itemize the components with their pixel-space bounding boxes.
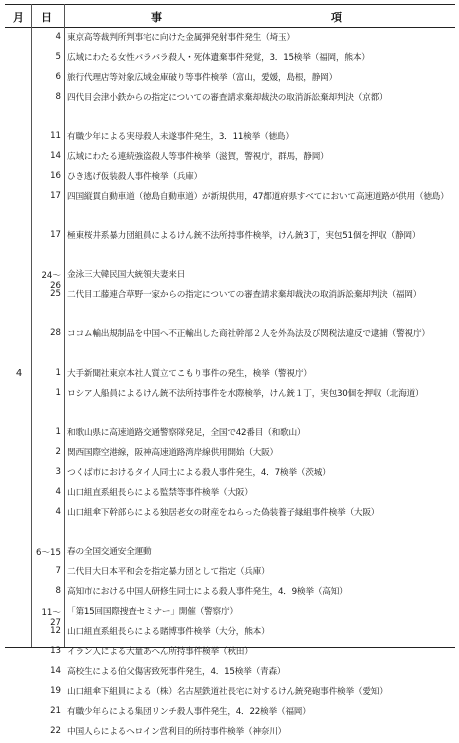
row-event: 「第15回国際捜査セミナー」開催（警察庁） xyxy=(67,607,238,617)
table-row xyxy=(5,723,455,743)
row-day: 11 xyxy=(50,131,61,141)
table-row xyxy=(5,148,455,168)
row-day: 7 xyxy=(55,566,61,576)
row-day: 1 xyxy=(55,427,61,437)
table-row xyxy=(5,663,455,683)
row-event: 二代目大日本平和会を指定暴力団として指定（兵庫） xyxy=(67,567,270,577)
row-event: 有職少年による実母殺人未遂事件発生，3．11検挙（徳島） xyxy=(67,132,294,142)
row-event: 大手新聞社東京本社人質立てこもり事件の発生，検挙（警視庁） xyxy=(67,369,312,379)
row-event: ロシア人船員によるけん銃不法所持事件を水際検挙，けん銃１丁，実包30個を押収（北海道） xyxy=(67,389,424,399)
table-row xyxy=(5,643,455,663)
row-event: 高校生による伯父傷害致死事件発生，4．15検挙（青森） xyxy=(67,667,286,677)
table-row xyxy=(5,385,455,405)
row-day: 1 xyxy=(55,368,61,378)
table-row xyxy=(5,703,455,723)
table-row xyxy=(5,464,455,484)
row-day: 14 xyxy=(50,151,61,161)
row-day: 4 xyxy=(55,507,61,517)
row-event: 山口組直系組長らによる監禁等事件検挙（大阪） xyxy=(67,488,253,498)
row-day: 28 xyxy=(50,328,61,338)
row-day: 8 xyxy=(55,92,61,102)
table-row xyxy=(5,266,455,291)
table-row xyxy=(5,286,455,306)
row-event: 和歌山県に高速道路交通警察隊発足，全国で42番目（和歌山） xyxy=(67,428,306,438)
row-event: ひき逃げ仮装殺人事件検挙（兵庫） xyxy=(67,172,202,182)
row-event: 金泳三大韓民国大統領夫妻来日 xyxy=(67,270,186,280)
row-day: 21 xyxy=(50,706,61,716)
row-day: 25 xyxy=(50,289,61,299)
row-event: 山口組傘下組員による（株）名古屋鉄道社長宅に対するけん銃発砲事件検挙（愛知） xyxy=(67,687,388,697)
table-row xyxy=(5,325,455,345)
row-day: 4 xyxy=(55,32,61,42)
row-event: 旅行代理店等対象広域金庫破り等事件検挙（富山，愛媛，島根，静岡） xyxy=(67,73,337,83)
row-event: 中国人らによるヘロイン営利目的所持事件検挙（神奈川） xyxy=(67,727,287,737)
table-row xyxy=(5,683,455,703)
row-day: 11～27 xyxy=(41,608,61,628)
table-row xyxy=(5,365,455,385)
header-month: 月 xyxy=(13,11,24,24)
table-row xyxy=(5,504,455,524)
table-row xyxy=(5,89,455,109)
row-event: 山口組傘下幹部らによる独居老女の財産をねらった偽装養子縁組事件検挙（大阪） xyxy=(67,508,380,518)
row-event: 広域にわたる女性バラバラ殺人・死体遺棄事件発覚，3．15検挙（福岡，熊本） xyxy=(67,53,370,63)
chronology-table xyxy=(5,4,455,737)
table-row xyxy=(5,623,455,643)
row-event: 二代目工藤連合草野一家からの指定についての審査請求棄却裁決の取消訴訟棄却判決（福岡） xyxy=(67,290,422,300)
header-day: 日 xyxy=(41,11,52,24)
table-row xyxy=(5,424,455,444)
table-row xyxy=(5,29,455,49)
row-event: 有職少年らによる集団リンチ殺人事件発生，4．22検挙（福岡） xyxy=(67,707,311,717)
row-day: 8 xyxy=(55,586,61,596)
table-row xyxy=(5,49,455,69)
row-day: 19 xyxy=(50,686,61,696)
table-header xyxy=(5,4,455,28)
row-event: 極東桜井系暴力団組員によるけん銃不法所持事件検挙，けん銃3丁，実包51個を押収（静岡） xyxy=(67,231,421,241)
table-row xyxy=(5,484,455,504)
table-row xyxy=(5,188,455,208)
row-day: 17 xyxy=(50,230,61,240)
row-day: 6～15 xyxy=(36,548,61,558)
table-row xyxy=(5,168,455,188)
table-row xyxy=(5,603,455,628)
row-day: 22 xyxy=(50,726,61,736)
row-day: 13 xyxy=(50,646,61,656)
row-day: 12 xyxy=(50,626,61,636)
row-event: つくば市におけるタイ人同士による殺人事件発生，4．7検挙（茨城） xyxy=(67,468,331,478)
table-row xyxy=(5,69,455,89)
table-row xyxy=(5,227,455,247)
row-day: 16 xyxy=(50,171,61,181)
header-event-b: 項 xyxy=(331,11,342,24)
row-event: 春の全国交通安全運動 xyxy=(67,547,152,557)
row-event: 山口組直系組長らによる賭博事件検挙（大分，熊本） xyxy=(67,627,270,637)
row-event: 四代目会津小鉄からの指定についての審査請求棄却裁決の取消訴訟棄却判決（京都） xyxy=(67,93,388,103)
row-day: 2 xyxy=(55,447,61,457)
row-event: 広域にわたる連続強盗殺人等事件検挙（滋賀，警視庁，群馬，静岡） xyxy=(67,152,329,162)
row-day: 1 xyxy=(55,388,61,398)
table-row xyxy=(5,543,455,563)
table-row xyxy=(5,563,455,583)
row-month: 4 xyxy=(15,368,23,379)
row-day: 14 xyxy=(50,666,61,676)
table-row xyxy=(5,128,455,148)
row-event: 四国縦貫自動車道（徳島自動車道）が新規供用，47都道府県すべてにおいて高速道路が供用（徳島） xyxy=(67,192,449,202)
row-day: 17 xyxy=(50,191,61,201)
row-day: 5 xyxy=(55,52,61,62)
row-event: 高知市における中国人研修生同士による殺人事件発生，4．9検挙（高知） xyxy=(67,587,348,597)
row-event: 東京高等裁判所判事宅に向けた金属弾発射事件発生（埼玉） xyxy=(67,33,295,43)
header-event-a: 事 xyxy=(151,11,162,24)
row-day: 4 xyxy=(55,487,61,497)
row-event: ココム輸出規制品を中国へ不正輸出した商社幹部２人を外為法及び関税法違反で逮捕（警視庁） xyxy=(67,329,430,339)
row-event: 関西国際空港線，阪神高速道路湾岸線供用開始（大阪） xyxy=(67,448,278,458)
row-event: イラン人による大量あへん所持事件検挙（秋田） xyxy=(67,647,253,657)
table-row xyxy=(5,444,455,464)
row-day: 24～26 xyxy=(41,271,61,291)
row-day: 6 xyxy=(55,72,61,82)
row-day: 3 xyxy=(55,467,61,477)
table-row xyxy=(5,583,455,603)
